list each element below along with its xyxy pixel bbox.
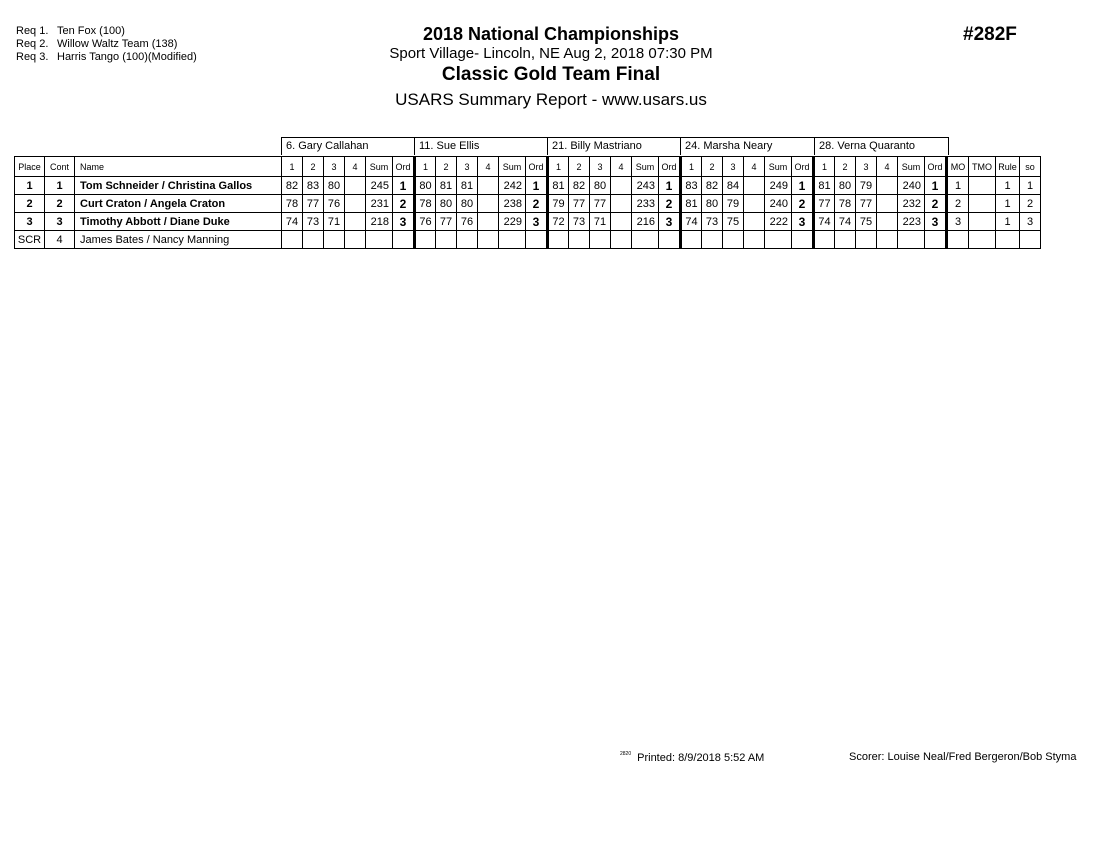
j3-score-4 [611, 213, 632, 231]
col-header-extra-1: MO [947, 157, 969, 177]
j1-ordinal: 1 [393, 177, 415, 195]
j1-sum: 218 [366, 213, 393, 231]
results-table [14, 156, 1041, 249]
col-header-j4-score-4: 4 [744, 157, 765, 177]
competitor-name: Curt Craton / Angela Craton [75, 195, 282, 213]
col-header-j2-ordinal: Ord [526, 157, 548, 177]
j4-score-3: 75 [723, 213, 744, 231]
j5-score-2: 80 [835, 177, 856, 195]
j1-score-3: 71 [324, 213, 345, 231]
total-majority-ordinal [969, 195, 996, 213]
j3-score-2: 82 [569, 177, 590, 195]
j4-score-4 [744, 195, 765, 213]
col-header-j1-score-3: 3 [324, 157, 345, 177]
event-number: #282F [963, 24, 1017, 45]
j3-score-4 [611, 195, 632, 213]
rule: 1 [996, 213, 1020, 231]
j1-ordinal [393, 231, 415, 249]
j5-score-3 [856, 231, 877, 249]
contestant-number: 2 [45, 195, 75, 213]
col-header-j4-ordinal: Ord [792, 157, 814, 177]
j3-score-3: 80 [590, 177, 611, 195]
col-header-j3-score-3: 3 [590, 157, 611, 177]
j4-score-3 [723, 231, 744, 249]
j4-score-1 [681, 231, 702, 249]
place-cell: 1 [15, 177, 45, 195]
col-header-j1-score-4: 4 [345, 157, 366, 177]
j1-score-4 [345, 213, 366, 231]
j1-score-1: 74 [282, 213, 303, 231]
j4-score-4 [744, 177, 765, 195]
j1-score-1 [282, 231, 303, 249]
j3-score-4 [611, 177, 632, 195]
total-majority-ordinal [969, 231, 996, 249]
col-header-name: Name [75, 157, 282, 177]
j2-score-2: 80 [436, 195, 457, 213]
j1-score-4 [345, 231, 366, 249]
j5-score-1: 81 [814, 177, 835, 195]
j1-ordinal: 3 [393, 213, 415, 231]
requirement-1: Req 1. Ten Fox (100) [16, 25, 125, 37]
col-header-j4-score-3: 3 [723, 157, 744, 177]
judge-header-2: 11. Sue Ellis [414, 137, 548, 155]
j5-score-3: 77 [856, 195, 877, 213]
j3-sum: 216 [632, 213, 659, 231]
j3-score-2 [569, 231, 590, 249]
j4-score-4 [744, 231, 765, 249]
j4-ordinal: 1 [792, 177, 814, 195]
majority-ordinal: 3 [947, 213, 969, 231]
j4-score-4 [744, 213, 765, 231]
j2-sum [499, 231, 526, 249]
majority-ordinal: 1 [947, 177, 969, 195]
j2-ordinal: 3 [526, 213, 548, 231]
col-header-j4-score-2: 2 [702, 157, 723, 177]
j1-sum: 245 [366, 177, 393, 195]
contestant-number: 1 [45, 177, 75, 195]
j5-score-1: 74 [814, 213, 835, 231]
col-header-j2-score-4: 4 [478, 157, 499, 177]
j2-score-2: 77 [436, 213, 457, 231]
column-header-row [15, 157, 1041, 177]
j2-score-4 [478, 213, 499, 231]
j1-score-4 [345, 177, 366, 195]
j2-sum: 229 [499, 213, 526, 231]
col-header-extra-2: TMO [969, 157, 996, 177]
table-row [15, 213, 1041, 231]
j2-score-4 [478, 231, 499, 249]
col-header-j5-score-1: 1 [814, 157, 835, 177]
j2-score-3 [457, 231, 478, 249]
j4-score-2: 73 [702, 213, 723, 231]
col-header-j5-sum: Sum [898, 157, 925, 177]
j5-sum: 240 [898, 177, 925, 195]
j4-sum: 222 [765, 213, 792, 231]
rule: 1 [996, 177, 1020, 195]
venue-date: Sport Village- Lincoln, NE Aug 2, 2018 07:30 PM [389, 45, 713, 62]
col-header-j3-ordinal: Ord [659, 157, 681, 177]
competitor-name: Tom Schneider / Christina Gallos [75, 177, 282, 195]
j1-score-2 [303, 231, 324, 249]
results-body [15, 157, 1041, 249]
place-cell: SCR [15, 231, 45, 249]
j5-ordinal: 1 [925, 177, 947, 195]
j2-sum: 242 [499, 177, 526, 195]
j2-ordinal: 2 [526, 195, 548, 213]
col-header-j1-ordinal: Ord [393, 157, 415, 177]
col-header-j3-score-2: 2 [569, 157, 590, 177]
col-header-j1-score-1: 1 [282, 157, 303, 177]
j2-score-3: 76 [457, 213, 478, 231]
j5-ordinal: 2 [925, 195, 947, 213]
col-header-j3-sum: Sum [632, 157, 659, 177]
j1-score-1: 82 [282, 177, 303, 195]
j4-score-1: 74 [681, 213, 702, 231]
j3-score-1: 79 [548, 195, 569, 213]
j3-score-4 [611, 231, 632, 249]
judge-header-4: 24. Marsha Neary [680, 137, 815, 155]
j3-sum [632, 231, 659, 249]
col-header-j4-score-1: 1 [681, 157, 702, 177]
j2-sum: 238 [499, 195, 526, 213]
j5-score-4 [877, 195, 898, 213]
j5-score-3: 75 [856, 213, 877, 231]
j3-ordinal: 3 [659, 213, 681, 231]
j2-ordinal [526, 231, 548, 249]
j4-score-3: 79 [723, 195, 744, 213]
j1-score-2: 77 [303, 195, 324, 213]
col-header-j2-sum: Sum [499, 157, 526, 177]
j3-ordinal [659, 231, 681, 249]
judge-header-5: 28. Verna Quaranto [814, 137, 949, 155]
j4-score-1: 81 [681, 195, 702, 213]
j3-score-2: 73 [569, 213, 590, 231]
majority-ordinal [947, 231, 969, 249]
standing: 1 [1020, 177, 1041, 195]
j1-sum: 231 [366, 195, 393, 213]
j5-score-2: 74 [835, 213, 856, 231]
j4-sum [765, 231, 792, 249]
j3-score-1 [548, 231, 569, 249]
total-majority-ordinal [969, 213, 996, 231]
j5-score-3: 79 [856, 177, 877, 195]
j1-score-3: 80 [324, 177, 345, 195]
rule [996, 231, 1020, 249]
scorer-info: Scorer: Louise Neal/Fred Bergeron/Bob Styma [849, 751, 1077, 763]
col-header-j3-score-1: 1 [548, 157, 569, 177]
col-header-j2-score-1: 1 [415, 157, 436, 177]
requirement-3: Req 3. Harris Tango (100)(Modified) [16, 51, 197, 63]
j5-sum: 232 [898, 195, 925, 213]
j3-score-3 [590, 231, 611, 249]
j5-sum [898, 231, 925, 249]
col-header-j2-score-2: 2 [436, 157, 457, 177]
printed-timestamp: Printed: 8/9/2018 5:52 AM [637, 752, 765, 764]
requirement-2: Req 2. Willow Waltz Team (138) [16, 38, 178, 50]
contestant-number: 3 [45, 213, 75, 231]
j1-score-3: 76 [324, 195, 345, 213]
rule: 1 [996, 195, 1020, 213]
j4-score-1: 83 [681, 177, 702, 195]
judge-header-1: 6. Gary Callahan [281, 137, 415, 155]
j5-score-4 [877, 231, 898, 249]
col-header-place: Place [15, 157, 45, 177]
j3-sum: 243 [632, 177, 659, 195]
event-title: Classic Gold Team Final [441, 64, 661, 85]
j4-score-2: 80 [702, 195, 723, 213]
col-header-j5-score-3: 3 [856, 157, 877, 177]
j3-score-3: 71 [590, 213, 611, 231]
total-majority-ordinal [969, 177, 996, 195]
j1-score-2: 73 [303, 213, 324, 231]
j4-score-3: 84 [723, 177, 744, 195]
j2-score-1: 80 [415, 177, 436, 195]
j2-score-1: 78 [415, 195, 436, 213]
col-header-j1-score-2: 2 [303, 157, 324, 177]
j5-sum: 223 [898, 213, 925, 231]
j4-sum: 240 [765, 195, 792, 213]
j3-ordinal: 2 [659, 195, 681, 213]
j3-score-2: 77 [569, 195, 590, 213]
competitor-name: Timothy Abbott / Diane Duke [75, 213, 282, 231]
col-header-j5-score-2: 2 [835, 157, 856, 177]
j3-score-1: 72 [548, 213, 569, 231]
j4-ordinal: 3 [792, 213, 814, 231]
col-header-extra-3: Rule [996, 157, 1020, 177]
j4-ordinal [792, 231, 814, 249]
j2-score-2: 81 [436, 177, 457, 195]
standing: 2 [1020, 195, 1041, 213]
j4-sum: 249 [765, 177, 792, 195]
contestant-number: 4 [45, 231, 75, 249]
competitor-name: James Bates / Nancy Manning [75, 231, 282, 249]
report-title: USARS Summary Report - www.usars.us [395, 90, 707, 109]
judge-header-3: 21. Billy Mastriano [547, 137, 681, 155]
j2-score-1 [415, 231, 436, 249]
j5-ordinal [925, 231, 947, 249]
j1-ordinal: 2 [393, 195, 415, 213]
j2-score-1: 76 [415, 213, 436, 231]
table-row [15, 177, 1041, 195]
j2-score-4 [478, 177, 499, 195]
j3-score-3: 77 [590, 195, 611, 213]
j4-ordinal: 2 [792, 195, 814, 213]
j2-score-3: 81 [457, 177, 478, 195]
form-code: 2820 [620, 751, 632, 757]
place-cell: 3 [15, 213, 45, 231]
majority-ordinal: 2 [947, 195, 969, 213]
standing: 3 [1020, 213, 1041, 231]
col-header-j5-score-4: 4 [877, 157, 898, 177]
col-header-cont: Cont [45, 157, 75, 177]
j5-score-1: 77 [814, 195, 835, 213]
j3-score-1: 81 [548, 177, 569, 195]
table-row [15, 231, 1041, 249]
col-header-j1-sum: Sum [366, 157, 393, 177]
page-title: 2018 National Championships [422, 24, 680, 44]
j5-ordinal: 3 [925, 213, 947, 231]
j2-score-3: 80 [457, 195, 478, 213]
table-row [15, 195, 1041, 213]
j4-score-2: 82 [702, 177, 723, 195]
j2-score-4 [478, 195, 499, 213]
place-cell: 2 [15, 195, 45, 213]
col-header-j5-ordinal: Ord [925, 157, 947, 177]
col-header-j2-score-3: 3 [457, 157, 478, 177]
j1-score-3 [324, 231, 345, 249]
col-header-j4-sum: Sum [765, 157, 792, 177]
j5-score-4 [877, 213, 898, 231]
requirements-list [16, 25, 197, 64]
j3-sum: 233 [632, 195, 659, 213]
j2-score-2 [436, 231, 457, 249]
col-header-extra-4: so [1020, 157, 1041, 177]
j1-sum [366, 231, 393, 249]
col-header-j3-score-4: 4 [611, 157, 632, 177]
j5-score-2 [835, 231, 856, 249]
j4-score-2 [702, 231, 723, 249]
j5-score-1 [814, 231, 835, 249]
j3-ordinal: 1 [659, 177, 681, 195]
j1-score-2: 83 [303, 177, 324, 195]
j5-score-4 [877, 177, 898, 195]
j5-score-2: 78 [835, 195, 856, 213]
j1-score-1: 78 [282, 195, 303, 213]
standing [1020, 231, 1041, 249]
j2-ordinal: 1 [526, 177, 548, 195]
j1-score-4 [345, 195, 366, 213]
printed-info [620, 751, 764, 764]
